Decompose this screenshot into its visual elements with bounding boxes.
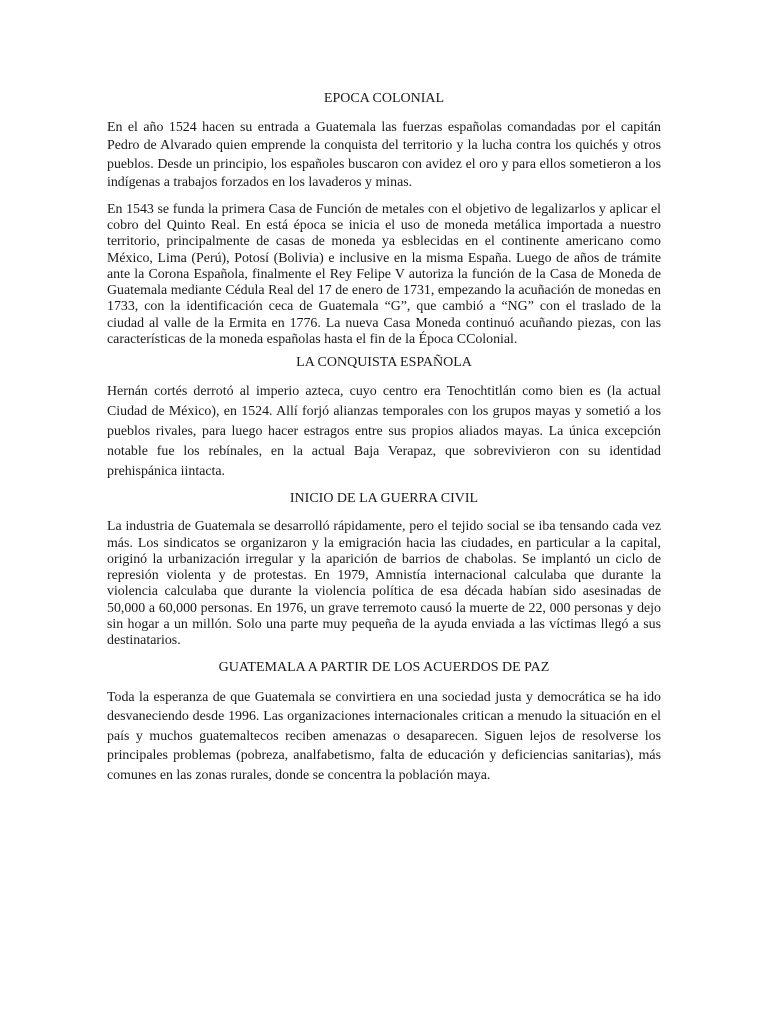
section-heading-guerra-civil: INICIO DE LA GUERRA CIVIL [289,491,479,507]
paragraph-hernan-cortes: Hernán cortés derrotó al imperio azteca, cuyo centro era Tenochtitlán como bien es (la actual Ciudad de México), en 1524. Allí forjó alianzas temporales con los grupos mayas y sometió a los pueblos rivales, para luego hacer estragos entre sus propios aliados mayas. La única excepción notable fue los rebínales, en la actual Baja Verapaz, que sobrevivieron con su identidad prehispánica iintacta. [107,384,661,480]
document-page [107,90,661,794]
paragraph-industria: La industria de Guatemala se desarrolló rápidamente, pero el tejido social se iba tensando cada vez más. Los sindicatos se organizaron y la emigración hacia las ciudades, en particular a la capital, originó la urbanización irregular y la aparición de barrios de chabolas. Se implantó un ciclo de represión violenta y de protestas. En 1979, Amnistía internacional calculaba que durante la violencia calculaba que durante la violencia política de esa década habían sido asesinadas de 50,000 a 60,000 personas. En 1976, un grave terremoto causó la muerte de 22, 000 personas y dejo sin hogar a un millón. Solo una parte muy pequeña de la ayuda enviada a las víctimas llegó a sus destinatarios. [107,519,661,649]
section-heading-conquista-espanola: LA CONQUISTA ESPAÑOLA [296,355,472,371]
paragraph-esperanza: Toda la esperanza de que Guatemala se convirtiera en una sociedad justa y democrática se ha ido desvaneciendo desde 1996. Las organizaciones internacionales critican a menudo la situación en el país y muchos guatemaltecos reciben amenazas o desaparecen. Siguen lejos de resolverse los principales problemas (pobreza, analfabetismo, falta de educación y deficiencias sanitarias), más comunes en las zonas rurales, donde se concentra la población maya. [107,689,661,783]
paragraph-casa-de-moneda: En 1543 se funda la primera Casa de Función de metales con el objetivo de legalizarlos y aplicar el cobro del Quinto Real. En está época se inicia el uso de moneda metálica importada a nuestro territorio, principalmente de casas de moneda ya esblecidas en el continente americano como México, Lima (Perú), Potosí (Bolivia) e inclusive en la misma España. Luego de años de trámite ante la Corona Española, finalmente el Rey Felipe V autoriza la función de la Casa de Moneda de Guatemala mediante Cédula Real del 17 de enero de 1731, empezando la acuñación de monedas en 1733, con la identificación ceca de Guatemala “G”, que cambió a “NG” con el traslado de la ciudad al valle de la Ermita en 1776. La nueva Casa Moneda continuó acuñando piezas, con las características de la moneda españolas hasta el fin de la Época CColonial. [107,201,661,347]
section-heading-acuerdos-de-paz: GUATEMALA A PARTIR DE LOS ACUERDOS DE PAZ [218,659,550,675]
paragraph-conquest-1524: En el año 1524 hacen su entrada a Guatemala las fuerzas españolas comandadas por el capitán Pedro de Alvarado quien emprende la conquista del territorio y la lucha contra los quichés y otros pueblos. Desde un principio, los españoles buscaron con avidez el oro y para ellos sometieron a los indígenas a trabajos forzados en los lavaderos y minas. [107,120,661,191]
section-heading-epoca-colonial: EPOCA COLONIAL [323,91,445,106]
